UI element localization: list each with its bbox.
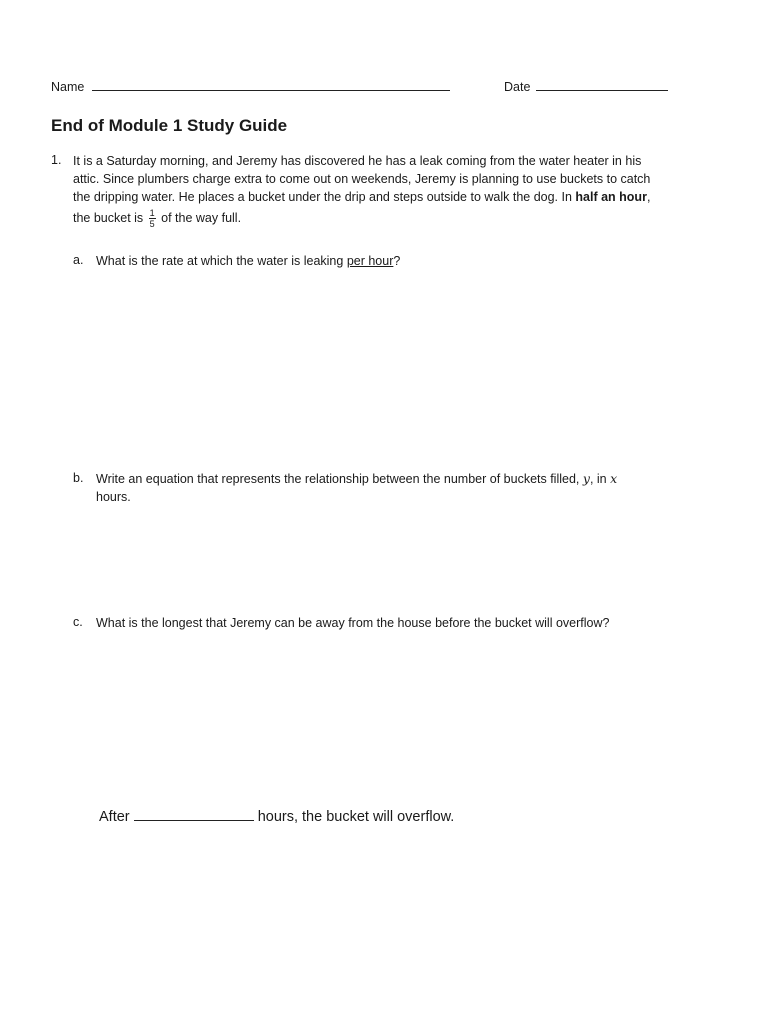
question-1-prompt — [73, 152, 713, 229]
part-a-label: a. — [73, 253, 84, 267]
per-hour-underline: per hour — [346, 254, 394, 268]
name-blank[interactable] — [92, 76, 450, 91]
variable-x: x — [610, 471, 618, 486]
part-b-question: Write an equation that represents the relationship between the number of buckets filled, y, in x hours. — [96, 471, 618, 504]
emphasis-half-an-hour: half an hour — [575, 190, 647, 204]
prompt-line: the bucket is $\frac{1}{5}$ of the way full. — [73, 208, 242, 229]
answer-suffix: hours, the bucket will overflow. — [257, 809, 455, 825]
answer-prefix: After — [99, 809, 130, 825]
fraction-one-fifth: $\frac{1}{5}$ — [149, 208, 155, 229]
answer-sentence — [99, 805, 454, 825]
part-c-answer-space[interactable] — [96, 640, 696, 790]
part-c-question: What is the longest that Jeremy can be away from the house before the bucket will overflow? — [96, 616, 610, 630]
part-b-answer-space[interactable] — [96, 515, 696, 610]
part-b-label: b. — [73, 471, 84, 485]
prompt-line: It is a Saturday morning, and Jeremy has discovered he has a leak coming from the water heater in his — [73, 154, 642, 168]
question-number: 1. — [51, 153, 62, 167]
prompt-line: the dripping water. He places a bucket under the drip and steps outside to walk the dog. In half an hour, — [73, 190, 651, 204]
variable-y: y — [582, 471, 590, 486]
date-field — [504, 76, 668, 94]
prompt-line: attic. Since plumbers charge extra to come out on weekends, Jeremy is planning to use buckets to catch — [73, 172, 651, 186]
date-blank[interactable] — [536, 76, 668, 91]
part-a-answer-space[interactable] — [96, 280, 696, 460]
name-label: Name — [51, 80, 85, 94]
part-c-label: c. — [73, 615, 83, 629]
answer-blank[interactable] — [134, 805, 254, 821]
page-title: End of Module 1 Study Guide — [51, 116, 288, 135]
part-a-question: What is the rate at which the water is leaking per hour? — [96, 254, 401, 268]
name-field — [51, 76, 450, 94]
date-label: Date — [504, 80, 531, 94]
